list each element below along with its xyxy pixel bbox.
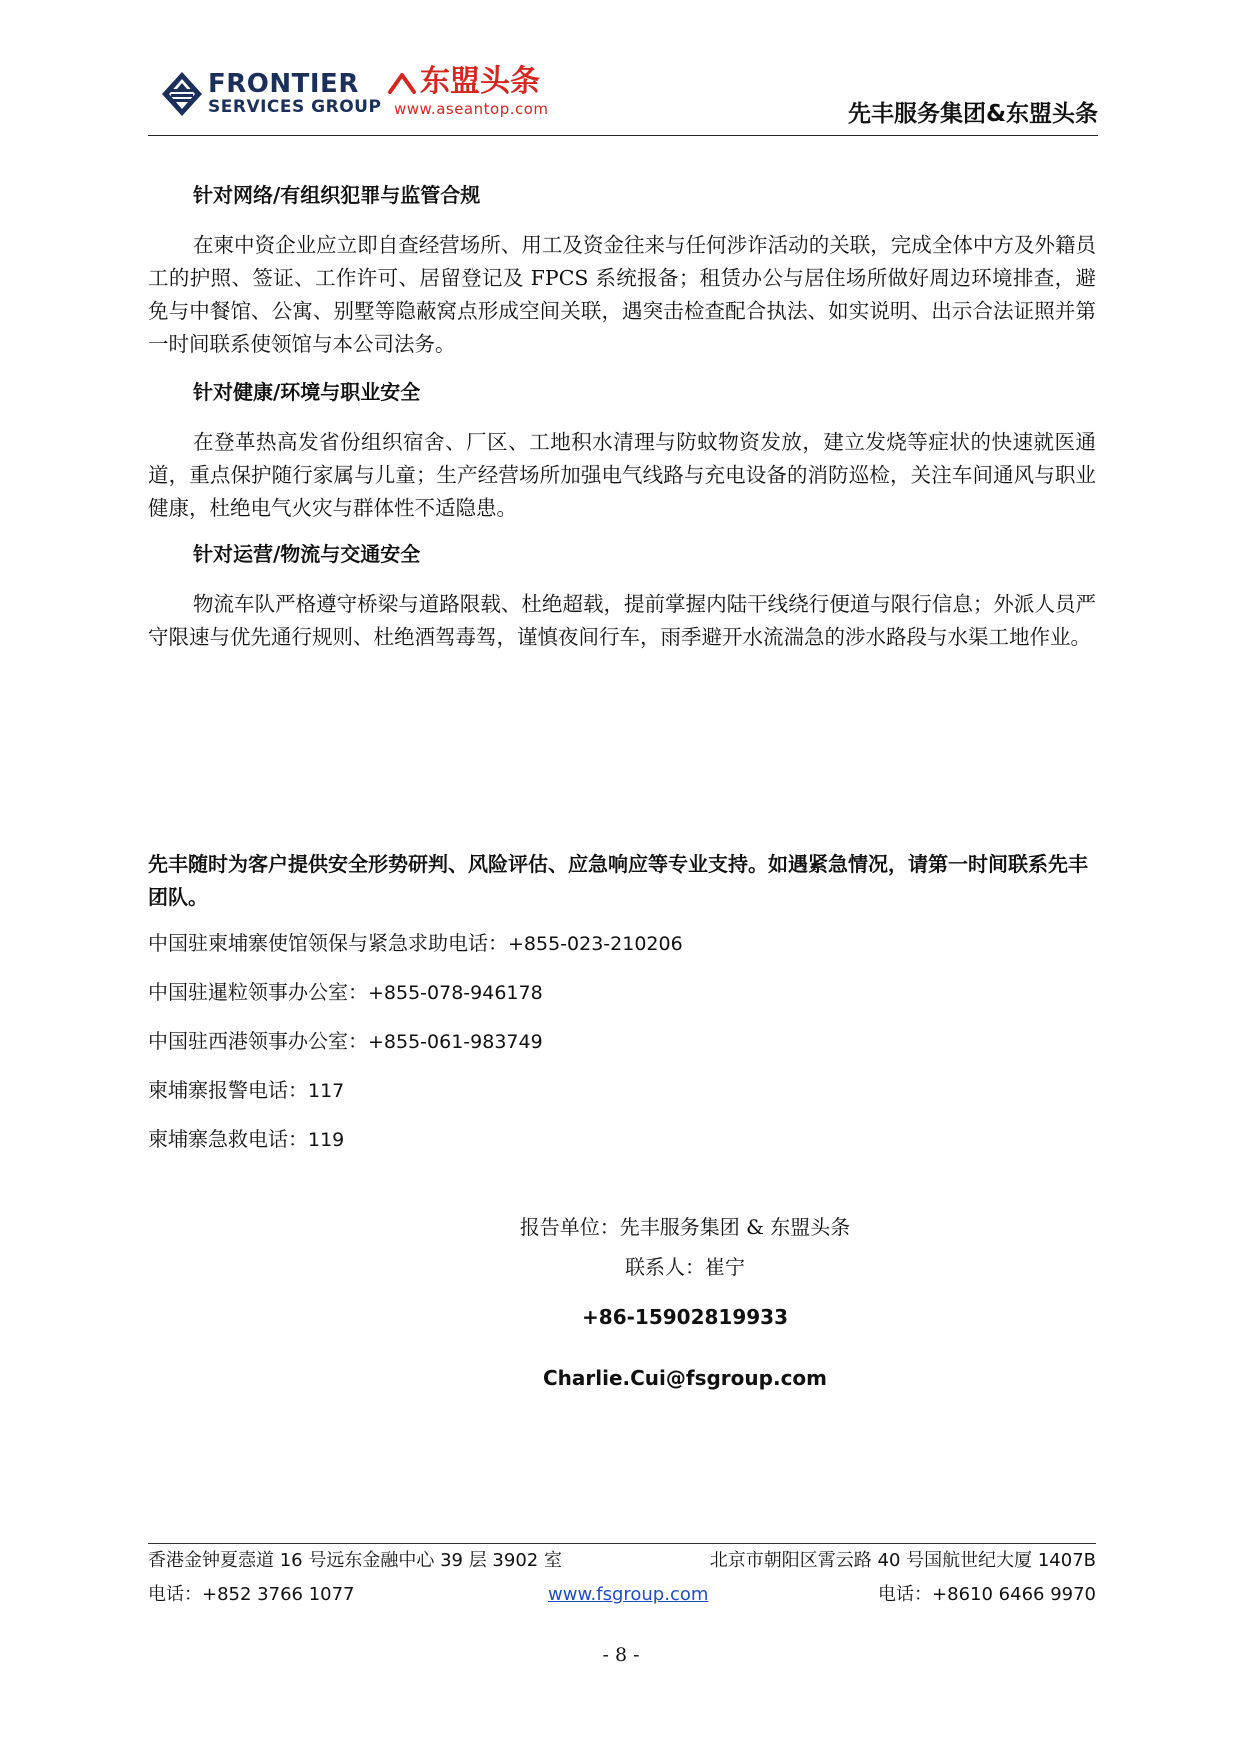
contact-number: 119 <box>308 1129 345 1151</box>
contact-number: +855-078-946178 <box>368 982 543 1004</box>
footer-website-link[interactable]: www.fsgroup.com <box>548 1584 709 1605</box>
contact-label: 中国驻西港领事办公室： <box>148 1029 368 1053</box>
section-heading-cybercrime: 针对网络/有组织犯罪与监管合规 <box>193 183 481 207</box>
section-text-health: 在登革热高发省份组织宿舍、厂区、工地积水清理与防蚊物资发放，建立发烧等症状的快速就医通道，重点保护随行家属与儿童；生产经营场所加强电气线路与充电设备的消防巡检，关注车间通风与职业健康，杜绝电气火灾与群体性不适隐患。 <box>148 430 1096 520</box>
contact-siem-reap <box>148 979 543 1006</box>
contact-number: +855-023-210206 <box>508 933 683 955</box>
report-email[interactable]: Charlie.Cui@fsgroup.com <box>542 1366 828 1390</box>
section-text-cybercrime: 在柬中资企业应立即自查经营场所、用工及资金往来与任何涉诈活动的关联，完成全体中方及外籍员工的护照、签证、工作许可、居留登记及 FPCS 系统报备；租赁办公与居住场所做好周边环境排查，避免与中餐馆、公寓、别墅等隐蔽窝点形成空间关联，遇突击检查配合执法、如实说明、出示合法证照并第一时间联系使领馆与本公司法务。 <box>148 233 1096 356</box>
aseantop-logo <box>388 64 588 122</box>
support-statement: 先丰随时为客户提供安全形势研判、风险评估、应急响应等专业支持。如遇紧急情况，请第一时间联系先丰团队。 <box>148 852 1088 909</box>
header-title: 先丰服务集团&东盟头条 <box>847 101 1098 127</box>
report-phone: +86-15902819933 <box>582 1305 788 1329</box>
logo-aseantop-url: www.aseantop.com <box>394 100 549 118</box>
logo-fs-line2: SERVICES GROUP <box>208 97 382 117</box>
frontier-services-logo-icon <box>160 70 204 118</box>
contact-label: 柬埔寨急救电话： <box>148 1127 308 1151</box>
contact-sihanoukville <box>148 1028 543 1055</box>
contact-number: 117 <box>308 1080 345 1102</box>
section-text-logistics: 物流车队严格遵守桥梁与道路限载、杜绝超载，提前掌握内陆干线绕行便道与限行信息；外派人员严守限速与优先通行规则、杜绝酒驾毒驾，谨慎夜间行车，雨季避开水流湍急的涉水路段与水渠工地作业。 <box>148 592 1096 649</box>
report-contact-person: 联系人：崔宁 <box>625 1255 745 1279</box>
header-divider <box>148 135 1098 136</box>
logo-aseantop-name: 东盟头条 <box>420 64 540 99</box>
footer-hk-phone: 电话：+852 3766 1077 <box>148 1584 355 1605</box>
contact-label: 中国驻暹粒领事办公室： <box>148 980 368 1004</box>
page-number: - 8 - <box>602 1644 640 1666</box>
contact-embassy <box>148 930 683 957</box>
contact-label: 柬埔寨报警电话： <box>148 1078 308 1102</box>
footer-divider <box>148 1543 1096 1544</box>
aseantop-logo-icon <box>388 72 418 94</box>
section-heading-logistics: 针对运营/物流与交通安全 <box>193 542 421 566</box>
contact-emergency <box>148 1126 344 1153</box>
logo-fs-line1: FRONTIER <box>208 69 359 99</box>
contact-police <box>148 1077 344 1104</box>
report-unit: 报告单位：先丰服务集团 & 东盟头条 <box>519 1215 851 1239</box>
footer-bj-phone: 电话：+8610 6466 9970 <box>878 1584 1096 1605</box>
contact-label: 中国驻柬埔寨使馆领保与紧急求助电话： <box>148 931 508 955</box>
section-heading-health: 针对健康/环境与职业安全 <box>193 380 421 404</box>
footer-bj-address: 北京市朝阳区霄云路 40 号国航世纪大厦 1407B <box>709 1550 1096 1571</box>
frontier-services-logo <box>160 68 382 120</box>
footer-hk-address: 香港金钟夏悫道 16 号远东金融中心 39 层 3902 室 <box>148 1550 562 1571</box>
contact-number: +855-061-983749 <box>368 1031 543 1053</box>
